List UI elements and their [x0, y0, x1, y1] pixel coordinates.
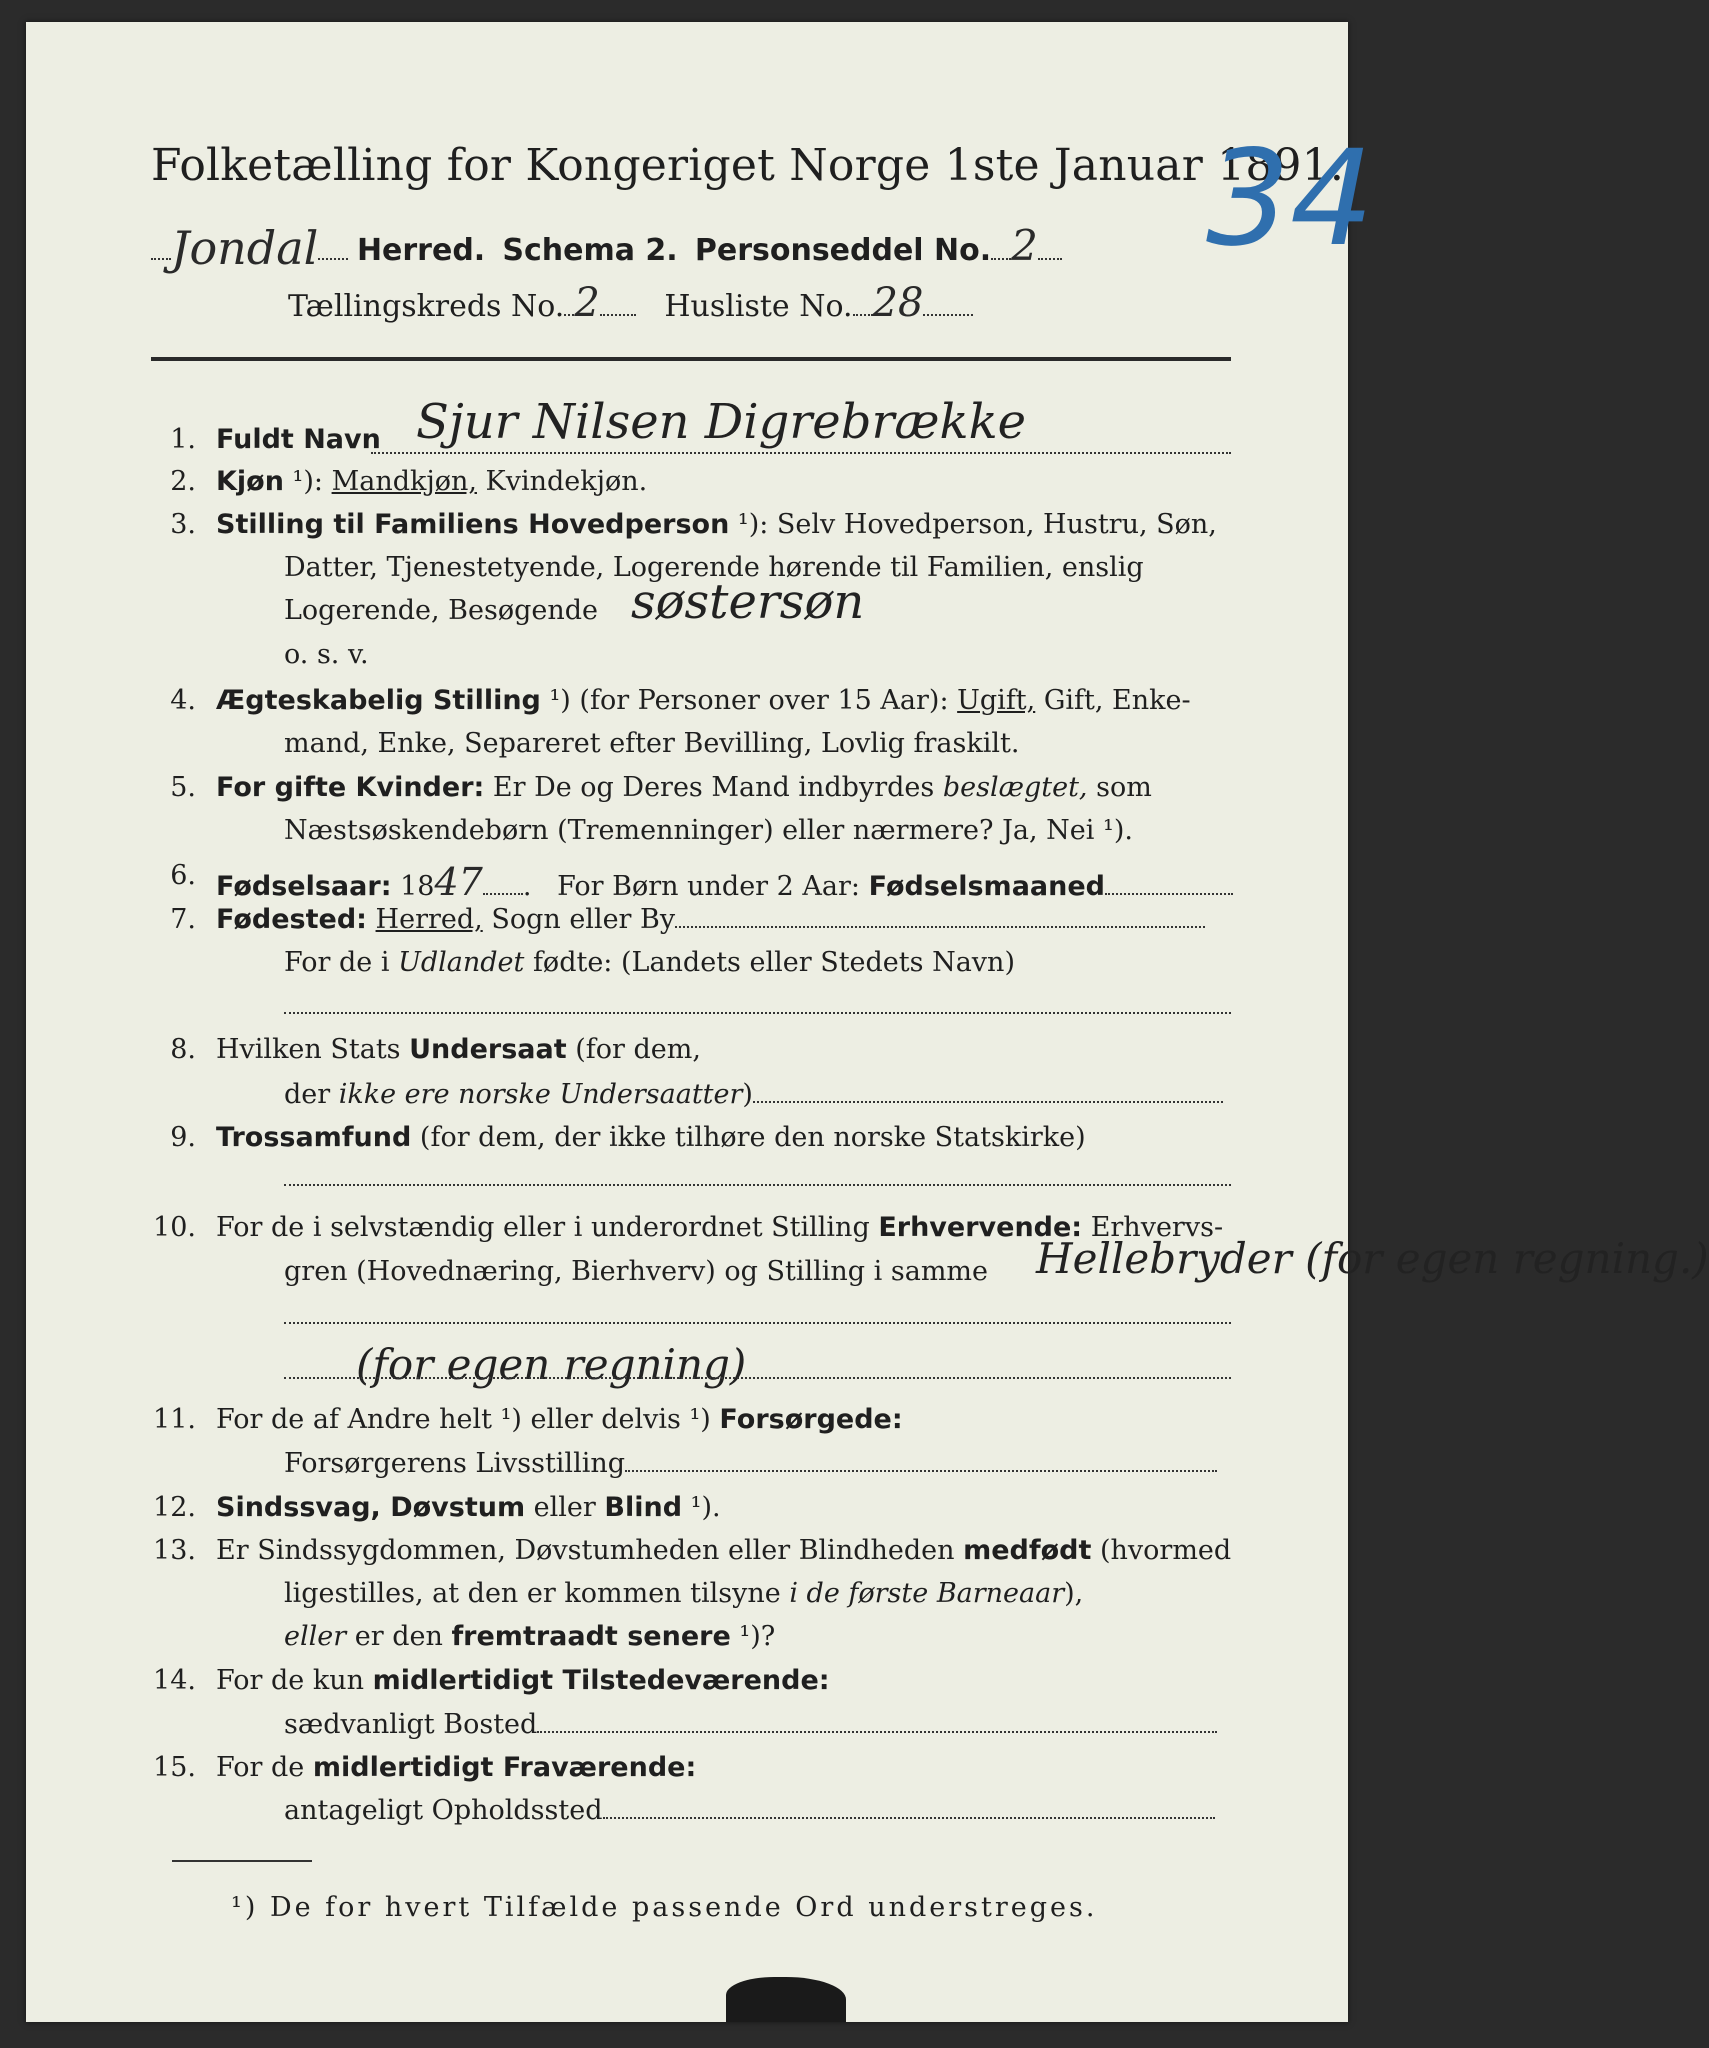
item-6-label: Fødselsaar: [216, 871, 392, 902]
item-7-line2a: For de i [284, 947, 399, 978]
item-15-line2-text: antageligt Opholdssted [284, 1795, 603, 1826]
item-2-kvindekjon: Kvindekjøn. [476, 466, 648, 497]
item-1-value: Sjur Nilsen Digrebrække [416, 394, 1027, 450]
personseddel-value: 2 [1011, 221, 1038, 270]
item-10-line2: gren (Hovednæring, Bierhverv) og Stilling i samme [284, 1256, 989, 1287]
item-13-label: medfødt [963, 1535, 1092, 1566]
item-7-text-a: Sogn eller By [482, 904, 676, 935]
item-9-text-a: (for dem, der ikke tilhøre den norske Statskirke) [411, 1122, 1086, 1153]
item-10-line-a [284, 1322, 1231, 1324]
herred-value: Jondal [171, 221, 319, 275]
husliste-label: Husliste No. [664, 289, 853, 324]
item-8-line2-italic: ikke ere norske Undersaatter [338, 1079, 743, 1110]
item-10-label: Erhvervende: [878, 1212, 1083, 1243]
item-7-line [284, 1012, 1231, 1014]
item-2-text: Kjøn ¹): Mandkjøn, Kvindekjøn. [216, 466, 648, 497]
item-4-line2: mand, Enke, Separeret efter Bevilling, Lovlig fraskilt. [284, 728, 1020, 759]
item-6-number: 6. [170, 860, 196, 891]
item-13-line3-bold: fremtraadt senere [451, 1621, 731, 1652]
item-1-number: 1. [170, 424, 196, 455]
item-6-text-b: For Børn under 2 Aar: [557, 871, 861, 902]
item-5-italic: beslægtet, [942, 772, 1088, 803]
item-3-options: ): Selv Hovedperson, Hustru, Søn, [748, 509, 1217, 540]
item-3-label: Stilling til Familiens Hovedperson [216, 509, 730, 540]
item-8-label: Undersaat [409, 1034, 567, 1065]
item-13-text [216, 1535, 1231, 1566]
item-7-line2-italic: Udlandet [398, 947, 525, 978]
item-15-text [216, 1752, 696, 1783]
item-11-text-a: For de af Andre helt ¹) eller delvis ¹) [216, 1404, 720, 1435]
item-8-line2b: ) [742, 1079, 753, 1110]
item-7-line2 [284, 947, 1015, 978]
item-13-text-a: Er Sindssygdommen, Døvstumheden eller Blindheden [216, 1535, 964, 1566]
item-12-text [216, 1492, 721, 1523]
item-5-number: 5. [170, 772, 196, 803]
item-14-line2 [284, 1709, 1217, 1740]
taellingskreds-line [288, 280, 973, 326]
census-form [26, 22, 1709, 2022]
stamp-number: 34 [1206, 122, 1374, 276]
item-14-text [216, 1665, 830, 1696]
item-5-rest: som [1087, 772, 1152, 803]
item-5-text-a: Er De og Deres Mand indbyrdes [484, 772, 943, 803]
item-8-number: 8. [170, 1034, 196, 1065]
item-3-number: 3. [170, 509, 196, 540]
form-title: Folketælling for Kongeriget Norge 1ste Januar 1891. [151, 140, 1345, 191]
item-6-label2: Fødselsmaaned [868, 871, 1105, 902]
item-2-label: Kjøn [216, 466, 284, 497]
item-8-rest: (for dem, [566, 1034, 701, 1065]
item-8-line2 [284, 1079, 1223, 1110]
item-9-label: Trossamfund [216, 1122, 412, 1153]
item-4-rest: Gift, Enke- [1035, 685, 1191, 716]
item-4-text-a: ) (for Personer over 15 Aar): [560, 685, 949, 716]
item-10-number: 10. [153, 1212, 196, 1243]
item-13-line3a: er den [346, 1621, 452, 1652]
item-5-text [216, 772, 1152, 803]
item-6-value: 47 [434, 860, 483, 904]
item-15-number: 15. [153, 1752, 196, 1783]
item-9-text [216, 1122, 1086, 1153]
item-7-line2b: fødte: (Landets eller Stedets Navn) [524, 947, 1015, 978]
item-10-line-b [284, 1377, 1231, 1379]
item-8-text-a: Hvilken Stats [216, 1034, 410, 1065]
item-9-line [284, 1184, 1231, 1186]
item-13-rest: (hvormed [1091, 1535, 1232, 1566]
item-10-rest: Erhvervs- [1082, 1212, 1224, 1243]
schema-label: Schema 2. [502, 233, 678, 268]
item-12-label: Sindssvag, Døvstum [216, 1492, 526, 1523]
item-6-prefix: 18 [400, 871, 435, 902]
item-12-text-a: eller [525, 1492, 605, 1523]
taellingskreds-value: 2 [574, 280, 600, 326]
item-2-number: 2. [170, 466, 196, 497]
item-13-number: 13. [153, 1535, 196, 1566]
item-7-number: 7. [170, 904, 196, 935]
item-1-label: Fuldt Navn [216, 424, 381, 455]
husliste-value: 28 [872, 280, 924, 326]
item-1-line [371, 452, 1231, 454]
item-11-number: 11. [153, 1404, 196, 1435]
item-7-text [216, 904, 1205, 935]
item-10-value: Hellebryder (for egen regning.) [1036, 1234, 1709, 1283]
item-11-label: Forsørgede: [719, 1404, 903, 1435]
item-12-number: 12. [153, 1492, 196, 1523]
item-4-number: 4. [170, 685, 196, 716]
item-13-line3 [284, 1621, 775, 1652]
item-15-text-a: For de [216, 1752, 313, 1783]
footnote-rule [172, 1860, 312, 1862]
item-11-line2-text: Forsørgerens Livsstilling [284, 1448, 626, 1479]
footnote: ¹) De for hvert Tilfælde passende Ord understreges. [231, 1892, 1098, 1923]
personseddel-label: Personseddel No. [694, 233, 992, 268]
item-14-line2-text: sædvanligt Bosted [284, 1709, 538, 1740]
item-3-text: Stilling til Familiens Hovedperson ¹): Selv Hovedperson, Hustru, Søn, [216, 509, 1217, 540]
item-4-label: Ægteskabelig Stilling [216, 685, 541, 716]
item-3-line4: o. s. v. [284, 639, 369, 670]
item-3-line2: Datter, Tjenestetyende, Logerende hørende til Familien, enslig [284, 552, 1144, 583]
taellingskreds-label: Tællingskreds No. [288, 289, 565, 324]
herred-label: Herred. [356, 233, 486, 268]
item-13-line2a: ligestilles, at den er kommen tilsyne [284, 1578, 790, 1609]
item-14-label: midlertidigt Tilstedeværende: [372, 1665, 830, 1696]
header-rule [151, 357, 1231, 361]
item-13-line3c: ¹)? [730, 1621, 776, 1652]
item-3-line3: Logerende, Besøgende [284, 595, 598, 626]
item-13-line3-italic: eller [284, 1621, 347, 1652]
item-11-line2 [284, 1448, 1217, 1479]
item-13-line2b: ), [1064, 1578, 1084, 1609]
item-11-text [216, 1404, 903, 1435]
item-4-ugift: Ugift, [957, 685, 1036, 716]
item-15-label: midlertidigt Fraværende: [312, 1752, 697, 1783]
item-8-text [216, 1034, 701, 1065]
item-6-text: Fødselsaar: 1847 . For Børn under 2 Aar: Fødselsmaaned [216, 860, 1233, 904]
item-15-line2 [284, 1795, 1215, 1826]
item-13-line2-italic: i de første Barneaar [789, 1578, 1065, 1609]
item-14-text-a: For de kun [216, 1665, 373, 1696]
item-4-text: Ægteskabelig Stilling ¹) (for Personer over 15 Aar): Ugift, Gift, Enke- [216, 685, 1191, 716]
torn-edge [726, 1977, 846, 2022]
item-12-label2: Blind [604, 1492, 683, 1523]
item-13-line2 [284, 1578, 1083, 1609]
item-10-text-a: For de i selvstændig eller i underordnet Stilling [216, 1212, 879, 1243]
item-5-line2: Næstsøskendebørn (Tremenninger) eller nærmere? Ja, Nei ¹). [284, 815, 1133, 846]
item-7-herred: Herred, [375, 904, 483, 935]
item-10-value-2: (for egen regning) [356, 1340, 747, 1389]
item-5-label: For gifte Kvinder: [216, 772, 485, 803]
item-3-value: søstersøn [631, 574, 865, 630]
herred-line [151, 217, 1062, 275]
item-12-rest: ¹). [682, 1492, 721, 1523]
item-9-number: 9. [170, 1122, 196, 1153]
item-2-mandkjon: Mandkjøn, [331, 466, 477, 497]
item-8-line2a: der [284, 1079, 339, 1110]
item-7-label: Fødested: [216, 904, 367, 935]
item-14-number: 14. [153, 1665, 196, 1696]
